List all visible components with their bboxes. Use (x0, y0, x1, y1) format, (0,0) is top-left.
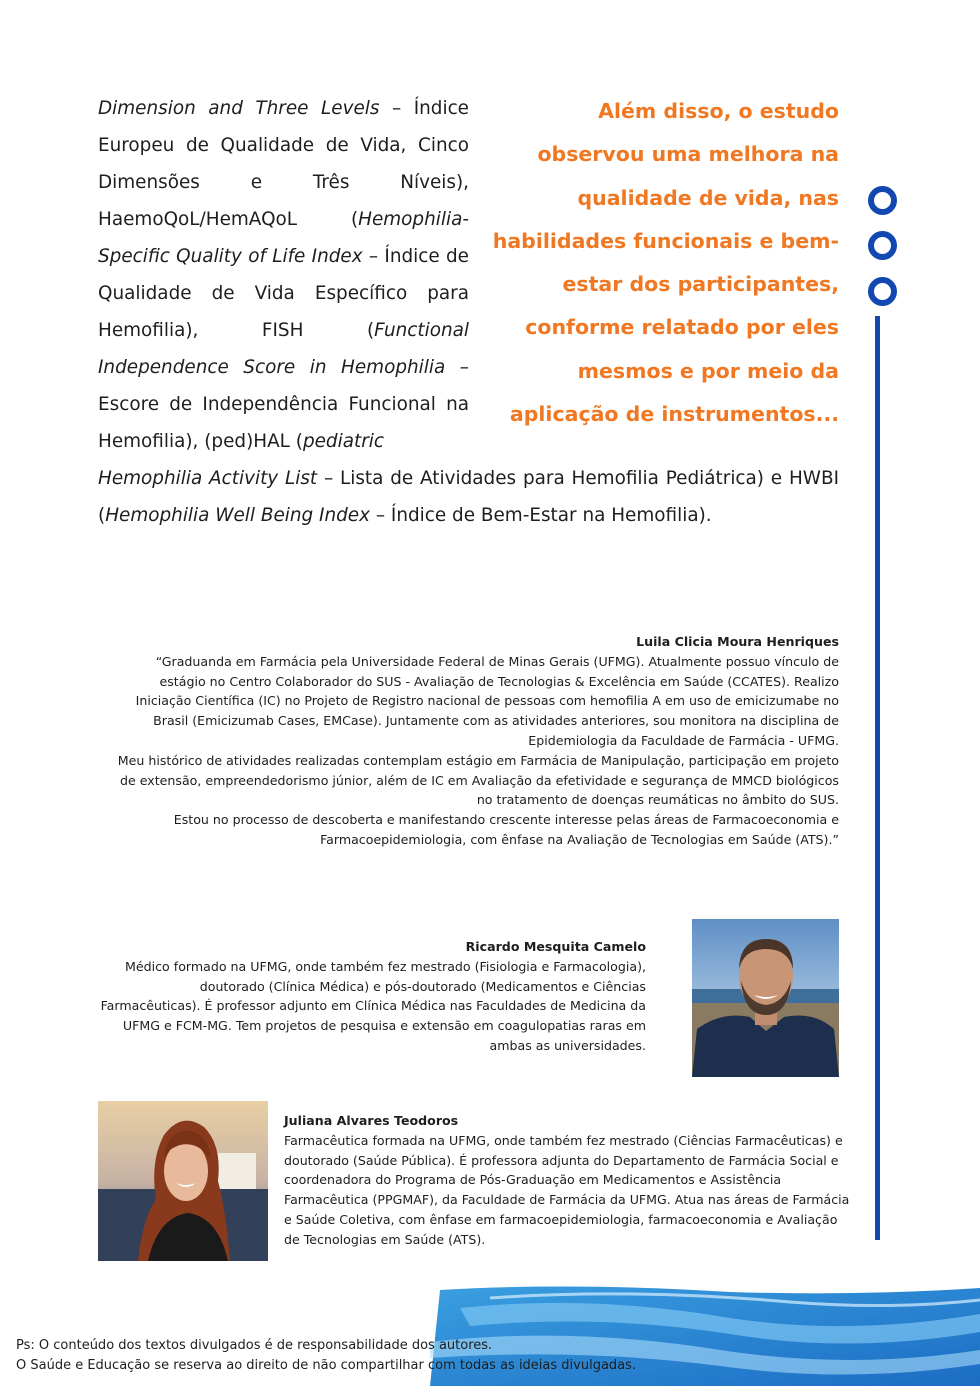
italic-term: Dimension and Three Levels (98, 98, 380, 119)
footer-line: O Saúde e Educação se reserva ao direito de não compartilhar com todas as ideias divulgadas. (16, 1357, 637, 1373)
author-photo-juliana (98, 1101, 268, 1261)
footer-disclaimer (16, 1336, 916, 1375)
article-text-continuation (98, 460, 839, 534)
article-text-column (98, 90, 469, 460)
italic-term: Hemophilia Well Being Index (105, 505, 371, 526)
author-bio-paragraph: Farmacêutica formada na UFMG, onde também fez mestrado (Ciências Farmacêuticas) e doutorado (Saúde Pública). É professora adjunta do Departamento de Farmácia Social e coordenadora do Programa de Pós-Graduação em Medicamentos e Assistência Farmacêutica (PPGMAF), da Faculdade de Farmácia da UFMG. Atua nas áreas de Farmácia e Saúde Coletiva, com ênfase em farmacoepidemiologia, farmacoeconomia e Avaliação de Tecnologias em Saúde (ATS). (284, 1132, 850, 1247)
author-name: Juliana Alvares Teodoros (284, 1113, 459, 1128)
text-run: – Índice de Bem-Estar na Hemofilia). (370, 505, 712, 526)
text-run: – Escore de Independência Funcional na Hemofilia), (ped)HAL ( (98, 357, 470, 452)
italic-term: Functional Independence Score in Hemophilia (98, 320, 469, 378)
italic-term: pediatric (302, 431, 384, 452)
author-bio-1 (110, 632, 839, 850)
author-photo-ricardo (692, 919, 839, 1077)
italic-term: Hemophilia Activity List (98, 468, 318, 489)
author-name: Luila Clicia Moura Henriques (636, 634, 839, 649)
decor-circle-3 (868, 277, 897, 306)
decor-circle-2 (868, 231, 897, 260)
author-bio-2 (100, 937, 646, 1056)
footer-line: Ps: O conteúdo dos textos divulgados é de responsabilidade dos autores. (16, 1338, 493, 1353)
author-name: Ricardo Mesquita Camelo (465, 939, 646, 954)
author-bio-paragraph: “Graduanda em Farmácia pela Universidade Federal de Minas Gerais (UFMG). Atualmente possuo vínculo de estágio no Centro Colaborador do SUS - Avaliação de Tecnologias & Excelência em Saúde (CCATES). Realizo Iniciação Científica (IC) no Projeto de Registro nacional de pessoas com hemofilia A em uso de emicizumabe no Brasil (Emicizumab Cases, EMCase). Juntamente com as atividades anteriores, sou monitora na disciplina de Epidemiologia da Faculdade de Farmácia - UFMG. (135, 653, 839, 748)
author-bio-3 (284, 1111, 852, 1250)
text-run: – Índice de Qualidade de Vida Específico para Hemofilia), FISH ( (98, 246, 470, 341)
author-bio-paragraph: Estou no processo de descoberta e manifestando crescente interesse pelas áreas de Farmacoeconomia e Farmacoepidemiologia, com ênfase na Avaliação de Tecnologias em Saúde (ATS).” (173, 812, 839, 847)
text-run: – Índice Europeu de Qualidade de Vida, Cinco Dimensões e Três Níveis), HaemoQoL/HemAQoL ( (98, 98, 470, 230)
italic-term: Hemophilia-Specific Quality of Life Index (98, 209, 469, 267)
text-run: – Lista de Atividades para Hemofilia Pediátrica) e HWBI ( (98, 468, 839, 526)
pull-quote: Além disso, o estudo observou uma melhora na qualidade de vida, nas habilidades funcionais e bem-estar dos participantes, conforme relatado por eles mesmos e por meio da aplicação de instrumentos... (492, 99, 839, 427)
author-bio-paragraph: Médico formado na UFMG, onde também fez mestrado (Fisiologia e Farmacologia), doutorado (Clínica Médica) e pós-doutorado (Medicamentos e Ciências Farmacêuticas). É professor adjunto em Clínica Médica nas Faculdades de Medicina da UFMG e FCM-MG. Tem projetos de pesquisa e extensão em coagulopatias raras em ambas as universidades. (100, 958, 646, 1053)
author-bio-paragraph: Meu histórico de atividades realizadas contemplam estágio em Farmácia de Manipulação, participação em projeto de extensão, empreendedorismo júnior, além de IC em Avaliação da efetividade e segurança de MMCD biológicos no tratamento de doenças reumáticas no âmbito do SUS. (117, 752, 839, 808)
decor-circle-1 (868, 186, 897, 215)
decor-vertical-line (875, 316, 880, 1240)
